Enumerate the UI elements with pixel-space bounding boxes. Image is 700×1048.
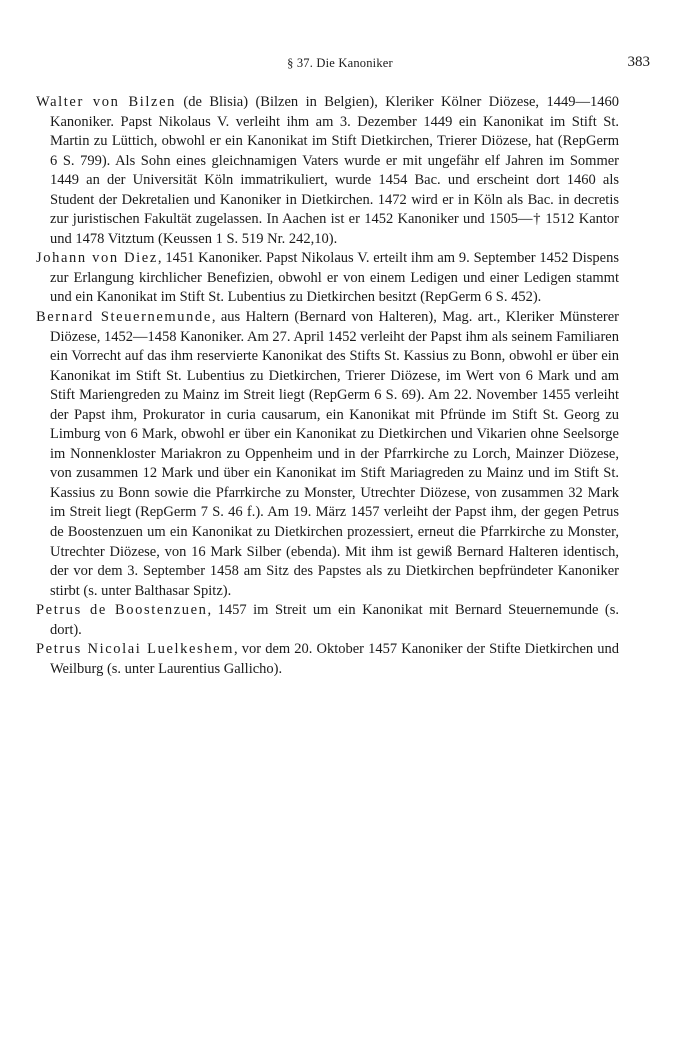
entry-name: Petrus de Boostenzuen — [36, 602, 208, 619]
entry-text: , 1457 im Streit um ein Kanonikat mit Bernard Steuernemunde (s. dort). — [50, 602, 619, 638]
entry-walter-von-bilzen — [36, 93, 619, 249]
entry-name: Petrus Nicolai Luelkeshem — [36, 641, 235, 658]
entry-name: Bernard Steuernemunde — [36, 309, 212, 326]
entry-petrus-nicolai-luelkeshem — [36, 640, 619, 679]
entry-name: Johann von Diez — [36, 250, 158, 267]
entry-petrus-de-boostenzuen — [36, 601, 619, 640]
entry-text: (de Blisia) (Bilzen in Belgien), Kleriker Kölner Diözese, 1449—1460 Kanoniker. Papst Nikolaus V. verleiht ihm am 3. Dezember 1449 ein Kanonikat im Stift St. Martin zu Lüttich, obwohl er ein Kanonikat im Stift Dietkirchen, Trierer Diözese, hat (RepGerm 6 S. 799). Als Sohn eines gleichnamigen Vaters wurde er mit ungefähr elf Jahren im Sommer 1449 an der Universität Köln immatrikuliert, wurde 1454 Bac. und erscheint dort 1460 als Student der Dekretalien und Kanoniker in Dietkirchen. 1472 wird er in Köln als Bac. in decretis zur juristischen Fakultät zugelassen. In Aachen ist er 1452 Kanoniker und 1505—† 1512 Kantor und 1478 Vitztum (Keussen 1 S. 519 Nr. 242,10). — [50, 94, 619, 247]
entry-text: , vor dem 20. Oktober 1457 Kanoniker der Stifte Dietkirchen und Weilburg (s. unter Laurentius Gallicho). — [50, 641, 619, 677]
page-number: 383 — [627, 54, 650, 70]
running-head — [30, 56, 650, 78]
canon-entries — [36, 93, 619, 679]
entry-text: , aus Haltern (Bernard von Halteren), Mag. art., Kleriker Münsterer Diözese, 1452—1458 Kanoniker. Am 27. April 1452 verleiht der Papst ihm als seinem Familiaren ein Vorrecht auf das ihm reservierte Kanonikat des Stifts St. Kassius zu Bonn, obwohl er über ein Kanonikat im Stift St. Lubentius zu Dietkirchen, Trierer Diözese, im Wert von 6 Mark und am Stift Mariengreden zu Mainz im Streit liegt (RepGerm 6 S. 69). Am 22. November 1455 verleiht der Papst ihm, Prokurator in curia causarum, ein Kanonikat mit Pfründe im Stift St. Georg zu Limburg von 6 Mark, obwohl er über ein Kanonikat zu Dietkirchen und Vikarien ohne Seelsorge im Nonnenkloster Mariakron zu Oppenheim und in der Pfarrkirche zu Lorch, Mainzer Diözese, von zusammen 12 Mark und über ein Kanonikat im Stift Mariagreden zu Mainz und im Stift St. Kassius zu Bonn sowie die Pfarrkirche zu Monster, Utrechter Diözese, von zusammen 32 Mark im Streit liegt (RepGerm 7 S. 46 f.). Am 19. März 1457 verleiht der Papst ihm, der gegen Petrus de Boostenzuen um ein Kanonikat zu Dietkirchen prozessiert, erneut die Pfarrkirche zu Monster, Utrechter Diözese, von 16 Mark Silber (ebenda). Mit ihm ist gewiß Bernard Halteren identisch, der vor dem 3. September 1458 am Sitz des Papstes als zu Dietkirchen bepfründeter Kanoniker stirbt (s. unter Balthasar Spitz). — [50, 309, 619, 599]
entry-johann-von-diez — [36, 249, 619, 308]
entry-text: , 1451 Kanoniker. Papst Nikolaus V. erteilt ihm am 9. September 1452 Dispens zur Erlangung kirchlicher Benefizien, obwohl er von einem Ledigen und einer Ledigen stammt und ein Kanonikat im Stift St. Lubentius zu Dietkirchen besitzt (RepGerm 6 S. 452). — [50, 250, 619, 306]
section-title: § 37. Die Kanoniker — [287, 56, 393, 70]
entry-name: Walter von Bilzen — [36, 94, 176, 110]
entry-bernard-steuernemunde — [36, 308, 619, 601]
